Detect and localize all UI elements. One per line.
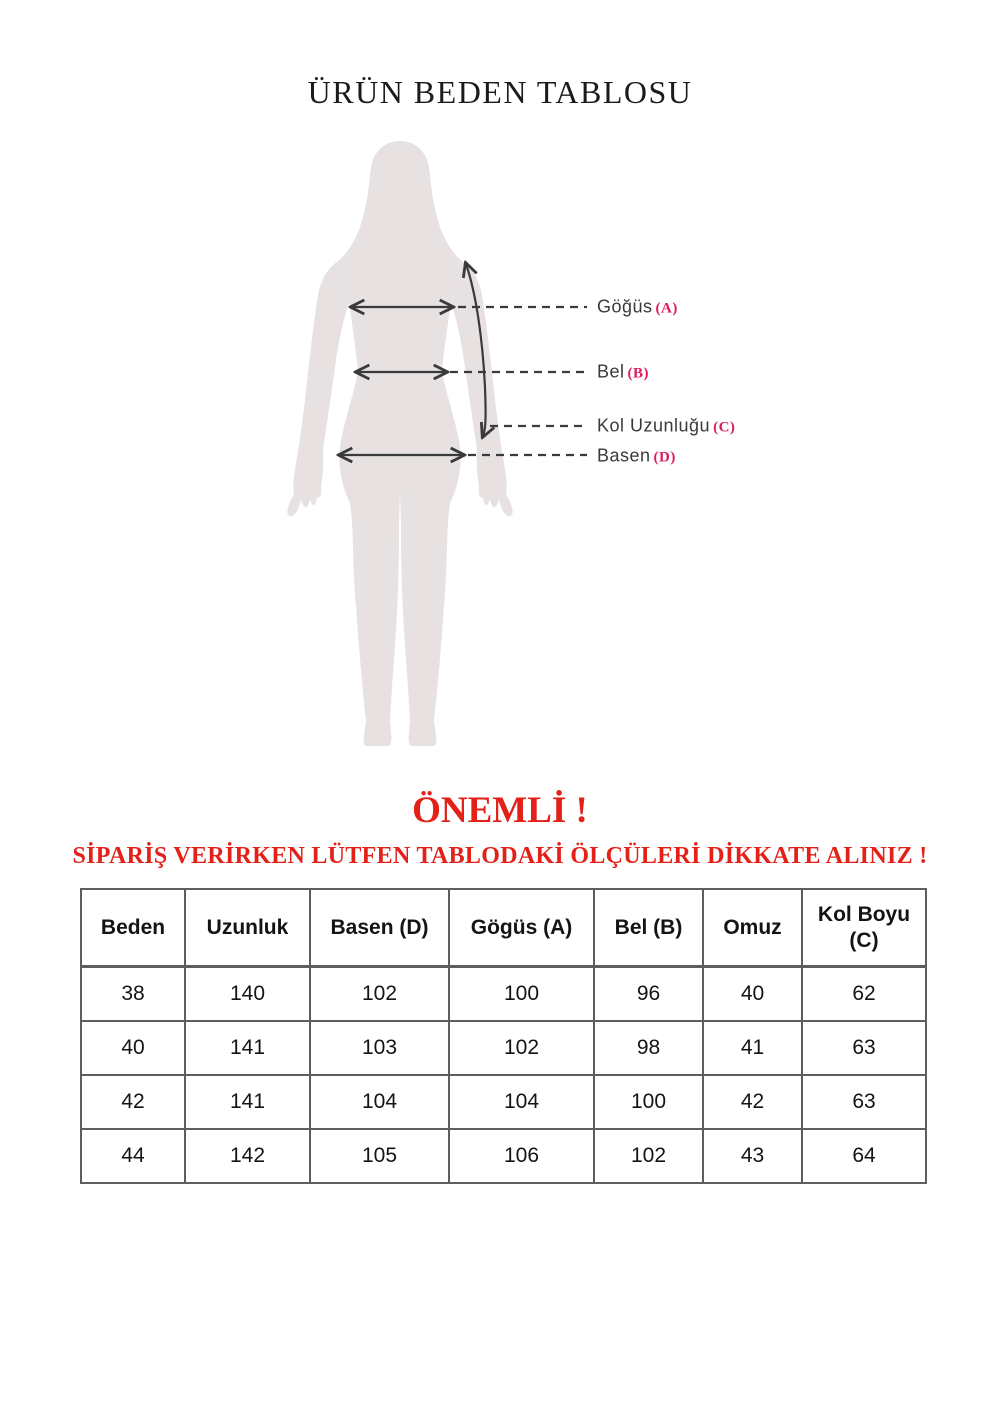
table-row	[81, 1075, 926, 1129]
chest-measure-label	[597, 297, 678, 318]
header-kol-boyu: Kol Boyu (C)	[802, 889, 926, 967]
cell: 141	[185, 1075, 310, 1129]
header-uzunluk: Uzunluk	[185, 889, 310, 967]
cell: 98	[594, 1021, 703, 1075]
cell: 103	[310, 1021, 449, 1075]
cell: 140	[185, 967, 310, 1022]
waist-measure-label	[597, 362, 649, 383]
size-table-header-row	[81, 889, 926, 967]
cell: 63	[802, 1075, 926, 1129]
cell: 104	[310, 1075, 449, 1129]
table-row	[81, 967, 926, 1022]
arm-length-label-code: (C)	[713, 419, 736, 436]
arm-length-measure-label	[597, 416, 735, 437]
cell: 41	[703, 1021, 802, 1075]
cell: 104	[449, 1075, 594, 1129]
cell: 102	[449, 1021, 594, 1075]
cell: 105	[310, 1129, 449, 1183]
cell: 63	[802, 1021, 926, 1075]
cell: 40	[81, 1021, 185, 1075]
cell: 44	[81, 1129, 185, 1183]
header-basen: Basen (D)	[310, 889, 449, 967]
cell: 40	[703, 967, 802, 1022]
cell: 102	[310, 967, 449, 1022]
silhouette-left-arm	[287, 262, 349, 516]
cell: 141	[185, 1021, 310, 1075]
arm-length-label-text: Kol Uzunluğu	[597, 415, 711, 436]
header-omuz: Omuz	[703, 889, 802, 967]
table-row	[81, 1129, 926, 1183]
chest-label-text: Göğüs	[597, 296, 653, 317]
cell: 96	[594, 967, 703, 1022]
cell: 100	[449, 967, 594, 1022]
header-beden: Beden	[81, 889, 185, 967]
waist-label-text: Bel	[597, 361, 625, 382]
cell: 43	[703, 1129, 802, 1183]
hip-label-text: Basen	[597, 445, 651, 466]
table-row	[81, 1021, 926, 1075]
waist-label-code: (B)	[627, 365, 650, 382]
header-bel: Bel (B)	[594, 889, 703, 967]
cell: 106	[449, 1129, 594, 1183]
cell: 38	[81, 967, 185, 1022]
cell: 42	[703, 1075, 802, 1129]
page-title: ÜRÜN BEDEN TABLOSU	[307, 74, 693, 110]
hip-label-code: (D)	[653, 449, 676, 466]
hip-measure-label	[597, 446, 676, 467]
header-gogus: Gögüs (A)	[449, 889, 594, 967]
cell: 102	[594, 1129, 703, 1183]
cell: 64	[802, 1129, 926, 1183]
chest-label-code: (A)	[655, 300, 678, 317]
silhouette-body	[337, 141, 463, 746]
cell: 142	[185, 1129, 310, 1183]
important-heading: ÖNEMLİ !	[412, 790, 588, 831]
silhouette-right-arm	[451, 262, 513, 516]
cell: 100	[594, 1075, 703, 1129]
cell: 62	[802, 967, 926, 1022]
size-table	[80, 888, 927, 1184]
cell: 42	[81, 1075, 185, 1129]
order-warning-text: SİPARİŞ VERİRKEN LÜTFEN TABLODAKİ ÖLÇÜLERİ DİKKATE ALINIZ !	[72, 843, 928, 869]
